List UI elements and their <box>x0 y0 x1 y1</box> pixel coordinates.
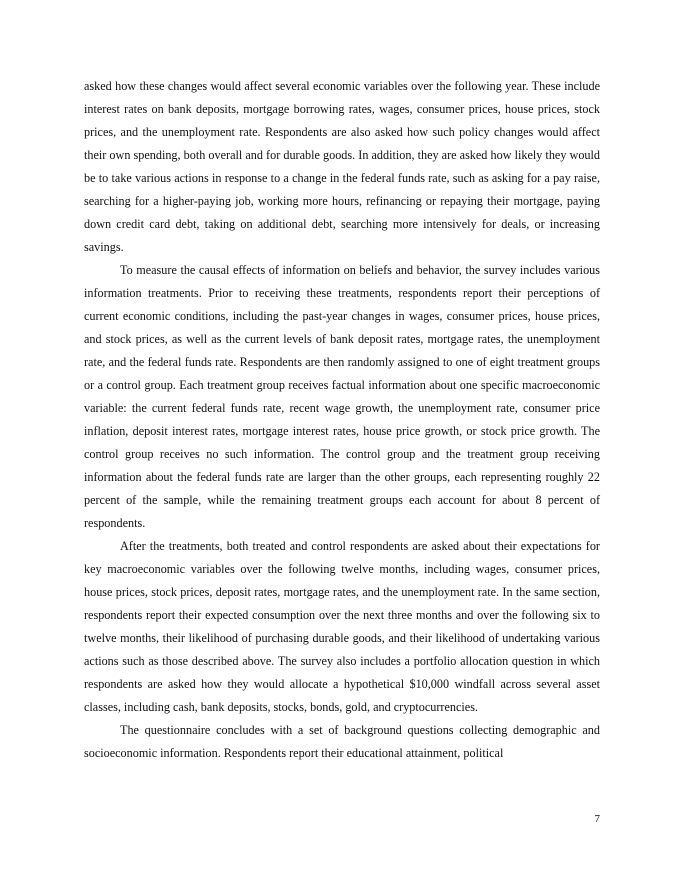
paragraph-post-treatment-expectations: After the treatments, both treated and control respondents are asked about their expectations for key macroeconomic variables over the following twelve months, including wages, consumer prices, house prices, stock prices, deposit rates, mortgage rates, and the unemployment rate. In the same section, respondents report their expected consumption over the next three months and over the following six to twelve months, their likelihood of purchasing durable goods, and their likelihood of undertaking various actions such as those described above. The survey also includes a portfolio allocation question in which respondents are asked how they would allocate a hypothetical $10,000 windfall across several asset classes, including cash, bank deposits, stocks, bonds, gold, and cryptocurrencies. <box>84 539 600 714</box>
body-text <box>84 75 600 765</box>
page-number: 7 <box>594 813 600 825</box>
paragraph-continuation: asked how these changes would affect several economic variables over the following year. These include interest rates on bank deposits, mortgage borrowing rates, wages, consumer prices, house prices, stock prices, and the unemployment rate. Respondents are also asked how such policy changes would affect their own spending, both overall and for durable goods. In addition, they are asked how likely they would be to take various actions in response to a change in the federal funds rate, such as asking for a pay raise, searching for a higher-paying job, working more hours, refinancing or repaying their mortgage, paying down credit card debt, taking on additional debt, searching more intensively for deals, or increasing savings. <box>84 79 600 254</box>
paragraph-information-treatments: To measure the causal effects of information on beliefs and behavior, the survey includes various information treatments. Prior to receiving these treatments, respondents report their perceptions of current economic conditions, including the past-year changes in wages, consumer prices, house prices, and stock prices, as well as the current levels of bank deposit rates, mortgage rates, the unemployment rate, and the federal funds rate. Respondents are then randomly assigned to one of eight treatment groups or a control group. Each treatment group receives factual information about one specific macroeconomic variable: the current federal funds rate, recent wage growth, the unemployment rate, consumer price inflation, deposit interest rates, mortgage interest rates, house price growth, or stock price growth. The control group receives no such information. The control group and the treatment group receiving information about the federal funds rate are larger than the other groups, each representing roughly 22 percent of the sample, while the remaining treatment groups each account for about 8 percent of respondents. <box>84 263 600 530</box>
paragraph-background-questions: The questionnaire concludes with a set of background questions collecting demographic and socioeconomic information. Respondents report their educational attainment, political <box>84 723 600 760</box>
